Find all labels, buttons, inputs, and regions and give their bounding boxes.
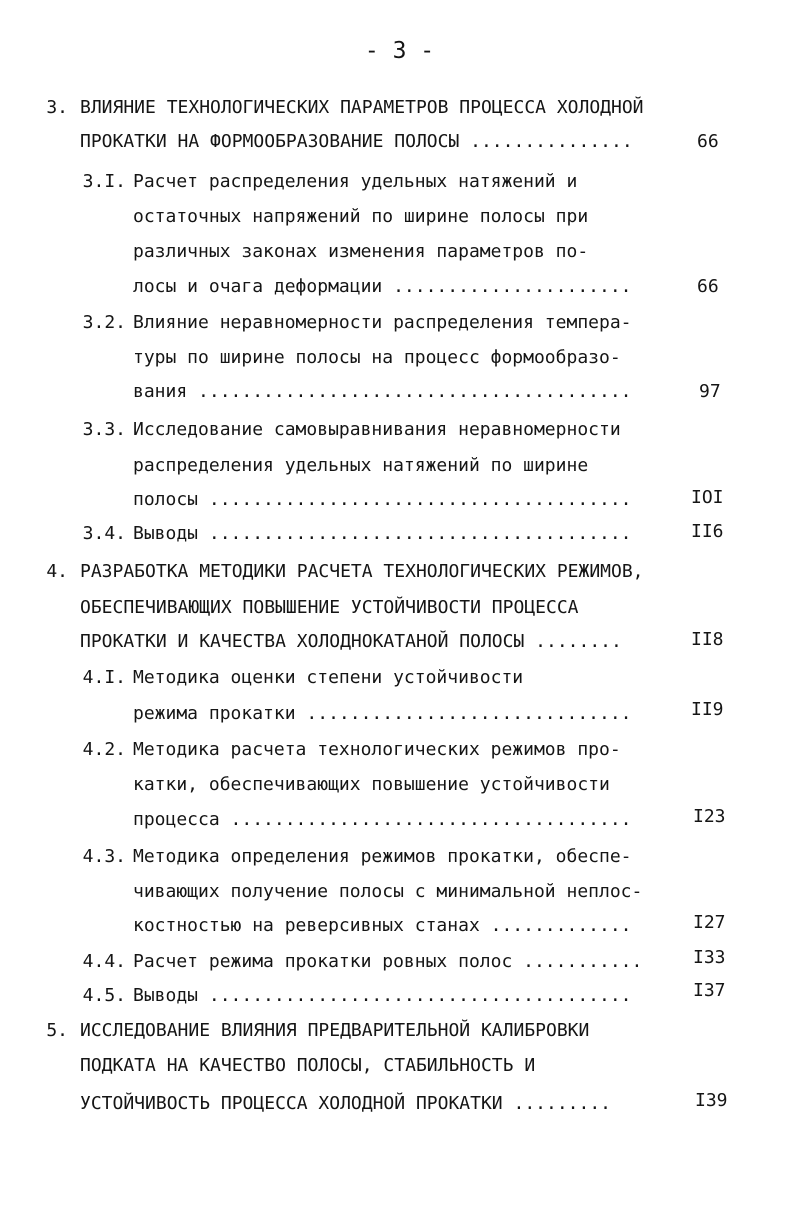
- entry-number: 3.I.: [82, 171, 126, 192]
- entry-line: Исследование самовыравнивания неравномерности: [133, 419, 621, 440]
- entry-number: 4.I.: [82, 667, 126, 688]
- entry-page: 66: [697, 276, 719, 297]
- entry-page: I37: [693, 980, 726, 1001]
- entry-line: туры по ширине полосы на процесс формообразо-: [133, 347, 621, 368]
- entry-line: ПРОКАТКИ И КАЧЕСТВА ХОЛОДНОКАТАНОЙ ПОЛОСЫ ........: [80, 631, 622, 652]
- entry-line: Влияние неравномерности распределения темпера-: [133, 312, 632, 333]
- entry-page: I27: [693, 912, 726, 933]
- entry-line: полосы .......................................: [133, 489, 632, 510]
- entry-line: различных законах изменения параметров по-: [133, 241, 589, 262]
- entry-number: 3.: [46, 97, 68, 118]
- page-number: - 3 -: [364, 38, 435, 64]
- entry-page: I39: [695, 1090, 728, 1111]
- entry-page: II6: [691, 521, 724, 542]
- entry-line: ПОДКАТА НА КАЧЕСТВО ПОЛОСЫ, СТАБИЛЬНОСТЬ И: [80, 1055, 536, 1076]
- entry-line: Выводы .......................................: [133, 985, 632, 1006]
- entry-number: 4.5.: [82, 985, 126, 1006]
- entry-line: лосы и очага деформации ......................: [133, 276, 632, 297]
- entry-line: Методика расчета технологических режимов про-: [133, 739, 621, 760]
- entry-line: Выводы .......................................: [133, 523, 632, 544]
- entry-number: 4.3.: [82, 846, 126, 867]
- entry-line: процесса .....................................: [133, 809, 632, 830]
- entry-line: ИССЛЕДОВАНИЕ ВЛИЯНИЯ ПРЕДВАРИТЕЛЬНОЙ КАЛИБРОВКИ: [80, 1020, 590, 1041]
- entry-line: катки, обеспечивающих повышение устойчивости: [133, 774, 610, 795]
- entry-page: IOI: [691, 487, 724, 508]
- entry-number: 3.3.: [82, 419, 126, 440]
- entry-line: ОБЕСПЕЧИВАЮЩИХ ПОВЫШЕНИЕ УСТОЙЧИВОСТИ ПРОЦЕССА: [80, 597, 579, 618]
- entry-line: остаточных напряжений по ширине полосы при: [133, 206, 589, 227]
- entry-number: 4.4.: [82, 951, 126, 972]
- entry-number: 3.4.: [82, 523, 126, 544]
- entry-number: 4.2.: [82, 739, 126, 760]
- entry-page: I33: [693, 947, 726, 968]
- entry-page: 97: [699, 381, 721, 402]
- entry-line: ВЛИЯНИЕ ТЕХНОЛОГИЧЕСКИХ ПАРАМЕТРОВ ПРОЦЕССА ХОЛОДНОЙ: [80, 97, 644, 118]
- entry-line: РАЗРАБОТКА МЕТОДИКИ РАСЧЕТА ТЕХНОЛОГИЧЕСКИХ РЕЖИМОВ,: [80, 561, 644, 582]
- entry-number: 5.: [46, 1020, 68, 1041]
- entry-line: УСТОЙЧИВОСТЬ ПРОЦЕССА ХОЛОДНОЙ ПРОКАТКИ .........: [80, 1093, 612, 1114]
- entry-line: распределения удельных натяжений по ширине: [133, 455, 589, 476]
- entry-line: Расчет режима прокатки ровных полос ...........: [133, 951, 643, 972]
- entry-page: II8: [691, 629, 724, 650]
- entry-line: вания ........................................: [133, 381, 632, 402]
- entry-page: 66: [697, 131, 719, 152]
- entry-line: Методика оценки степени устойчивости: [133, 667, 524, 688]
- entry-number: 4.: [46, 561, 68, 582]
- entry-page: II9: [691, 699, 724, 720]
- entry-page: I23: [693, 806, 726, 827]
- entry-line: ПРОКАТКИ НА ФОРМООБРАЗОВАНИЕ ПОЛОСЫ ...............: [80, 131, 633, 152]
- entry-line: костностью на реверсивных станах .............: [133, 915, 632, 936]
- entry-number: 3.2.: [82, 312, 126, 333]
- entry-line: чивающих получение полосы с минимальной неплос-: [133, 881, 643, 902]
- entry-line: Методика определения режимов прокатки, обеспе-: [133, 846, 632, 867]
- entry-line: режима прокатки ..............................: [133, 703, 632, 724]
- entry-line: Расчет распределения удельных натяжений и: [133, 171, 578, 192]
